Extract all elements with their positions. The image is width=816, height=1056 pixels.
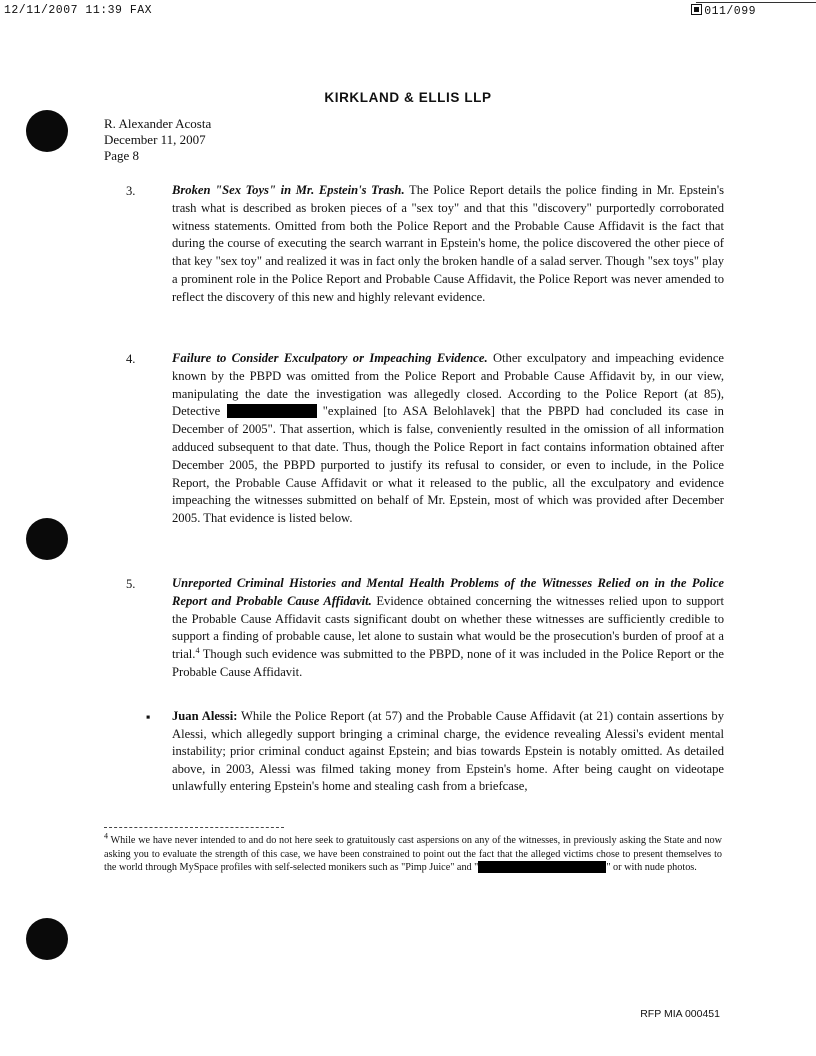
fax-icon (691, 4, 702, 15)
letterhead: KIRKLAND & ELLIS LLP (324, 90, 492, 105)
footnote-divider (104, 827, 284, 828)
paragraph-item-3 (172, 182, 724, 307)
bullet-marker: ▪ (146, 710, 151, 724)
footnote-reference: 4 (195, 646, 200, 655)
fax-page-counter (691, 4, 756, 18)
footnote-text: While we have never intended to and do not here seek to gratuitously cast aspersions on any of the witnesses, in previously asking the State and now asking you to evaluate the strength of this case, we have been constrained to point out the fact that the alleged victims chose to present themselves to the world through MySpace profiles with self-selected monikers such as "Pimp Juice" and " (104, 835, 722, 874)
item-number: 5. (126, 577, 136, 591)
item-heading: Broken "Sex Toys" in Mr. Epstein's Trash. (172, 183, 405, 197)
fax-timestamp: 12/11/2007 11:39 FAX (4, 4, 153, 17)
redaction-bar (478, 861, 606, 873)
item-text-continued: "explained [to ASA Belohlavek] that the PBPD had concluded its case in December of 2005". That assertion, which is false, conveniently resulted in the omission of all information adduced subsequent to that date. Thus, though the Police Report in fact contains information obtained after December 2005, the PBPD purported to justify its refusal to consider, or even to include, in the Police Report, the Probable Cause Affidavit or what it released to the public, all the exculpatory and evidence impeaching the witnesses submitted on behalf of Mr. Epstein, most of which was provided after December 2005. That evidence is listed below. (172, 404, 724, 526)
page-number: Page 8 (104, 148, 140, 163)
punch-hole-middle (26, 518, 68, 560)
redaction-bar (227, 404, 317, 418)
item-number: 4. (126, 352, 136, 366)
footnote-text-end: " or with nude photos. (606, 862, 697, 874)
punch-hole-top (26, 110, 68, 152)
bullet-heading: Juan Alessi: (172, 709, 238, 723)
punch-hole-bottom (26, 918, 68, 960)
item-text-continued: Though such evidence was submitted to the PBPD, none of it was included in the Police Report or the Probable Cause Affidavit. (172, 647, 724, 679)
item-text: Other exculpatory and impeaching evidence known by the PBPD was omitted from the Police Report and Probable Cause Affidavit by, in our view, manipulating the date the investigation was allegedly closed. According to the Police Report (at 85), Detective (172, 351, 724, 419)
bullet-text: While the Police Report (at 57) and the Probable Cause Affidavit (at 21) contain assertions by Alessi, which allegedly support bringing a criminal charge, the evidence revealing Alessi's evident mental instability; prior criminal conduct against Epstein; and bias towards Epstein is notably omitted. As detailed above, in 2003, Alessi was filmed taking money from Epstein's home. After being caught on videotape unlawfully entering Epstein's home and stealing cash from a briefcase, (172, 709, 724, 794)
top-rule (696, 2, 816, 3)
item-heading: Failure to Consider Exculpatory or Impeaching Evidence. (172, 351, 488, 365)
footnote (104, 831, 722, 875)
paragraph-item-5 (172, 575, 724, 682)
item-text: Evidence obtained concerning the witnesses relied upon to support the Probable Cause Affidavit casts significant doubt on whether these witnesses are sufficiently credible to support a finding of probable cause, let alone to sustain what would be the prosecution's burden of proof at a trial. (172, 593, 724, 662)
footnote-number: 4 (104, 831, 108, 841)
letter-date: December 11, 2007 (104, 132, 206, 147)
recipient-name: R. Alexander Acosta (104, 116, 212, 131)
fax-page-number: 011/099 (704, 5, 756, 18)
bates-number: RFP MIA 000451 (640, 1008, 720, 1020)
item-number: 3. (126, 184, 136, 198)
item-heading: Unreported Criminal Histories and Mental Health Problems of the Witnesses Relied on in the Police Report and Probable Cause Affidavit. (172, 576, 724, 608)
paragraph-item-4 (172, 350, 724, 528)
bullet-paragraph (172, 708, 724, 796)
address-block (104, 116, 211, 164)
item-text: The Police Report details the police finding in Mr. Epstein's trash what is described as broken pieces of a "sex toy" and that this "discovery" purportedly corroborated witness statements. Omitted from both the Police Report and the Probable Cause Affidavit is the fact that during the course of executing the search warrant in Epstein's home, the police discovered the other piece of that key "sex toy" and realized it was in fact only the broken handle of a salad server. Though "sex toys" play a prominent role in the Police Report and Probable Cause Affidavit, the Police Report was never amended to reflect the discovery of this new and highly relevant evidence. (172, 183, 724, 304)
